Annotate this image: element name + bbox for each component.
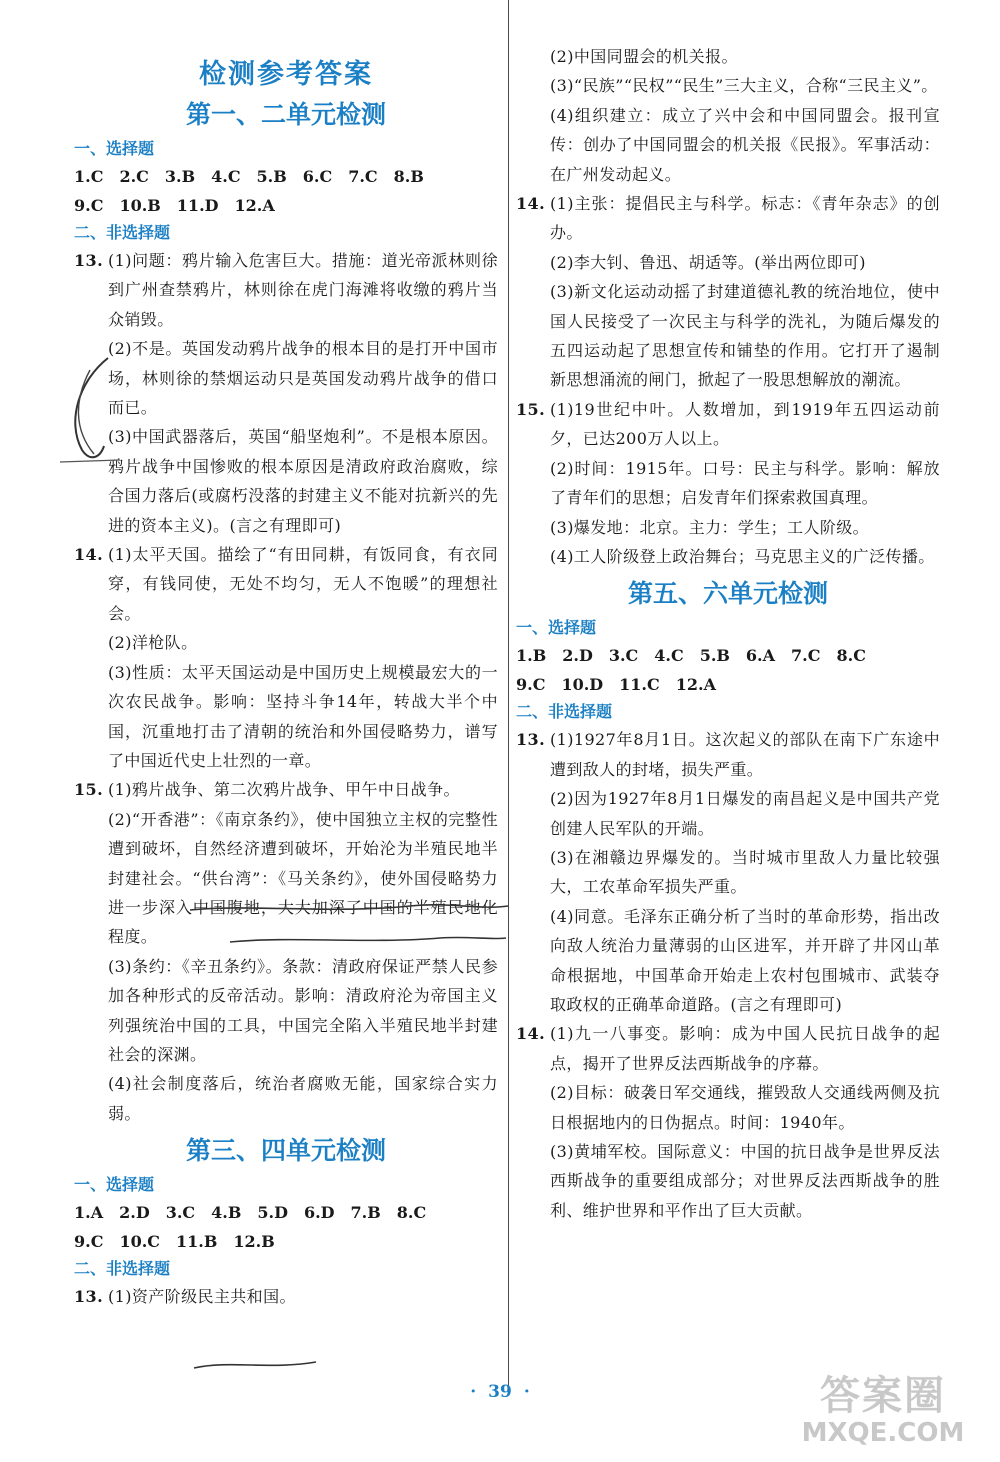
mc-answer: 9.C	[516, 675, 546, 695]
section-multiple-choice: 一、选择题	[74, 139, 155, 158]
answer-part: (1)九一八事变。影响：成为中国人民抗日战争的起点，揭开了世界反法西斯战争的序幕。	[550, 1024, 940, 1073]
mc-answers-row	[516, 670, 940, 699]
answer-part: (2)因为1927年8月1日爆发的南昌起义是中国共产党创建人民军队的开端。	[550, 789, 940, 838]
mc-answer: 8.B	[393, 167, 424, 186]
page-number: · 39 ·	[470, 1382, 530, 1402]
mc-answer: 12.B	[233, 1232, 275, 1252]
section-open-questions: 二、非选择题	[74, 223, 171, 242]
mc-answers-row	[516, 641, 940, 670]
question-14	[516, 189, 940, 395]
mc-answer: 4.B	[211, 1203, 242, 1223]
question-13	[516, 725, 940, 1019]
section-open-questions: 二、非选择题	[74, 1259, 171, 1279]
answer-part: (3)中国武器落后，英国“船坚炮利”。不是根本原因。鸦片战争中国惨败的根本原因是清政府政治腐败，综合国力落后(或腐朽没落的封建主义不能对抗新兴的先进的资本主义)。(言之有理即可)	[108, 427, 498, 535]
question-13	[74, 246, 498, 540]
unit-3-4-title: 第三、四单元检测	[185, 1136, 386, 1166]
mc-answer: 7.C	[791, 646, 821, 666]
mc-answer: 4.C	[211, 167, 241, 186]
question-number: 13.	[516, 730, 546, 750]
answer-part: (3)在湘赣边界爆发的。当时城市里敌人力量比较强大，工农革命军损失严重。	[550, 847, 940, 897]
unit-1-2-title: 第一、二单元检测	[185, 100, 386, 129]
question-number: 15.	[516, 399, 546, 419]
question-number: 13.	[74, 1287, 104, 1307]
mc-answer: 3.B	[164, 167, 196, 186]
mc-answer: 12.A	[234, 196, 275, 215]
section-open-questions: 二、非选择题	[516, 702, 613, 722]
section-multiple-choice: 一、选择题	[74, 1175, 155, 1195]
answer-part: (4)同意。毛泽东正确分析了当时的革命形势，指出改向敌人统治力量薄弱的山区进军，并开辟了井冈山革命根据地，中国革命开始走上农村包围城市、武装夺取政权的正确革命道路。(言之有理即可)	[550, 906, 940, 1014]
mc-answer: 10.B	[119, 196, 161, 215]
mc-answer: 5.D	[257, 1203, 288, 1223]
question-number: 14.	[516, 194, 546, 214]
page-number-value: 39	[488, 1382, 512, 1402]
mc-answer: 10.C	[119, 1232, 161, 1252]
mc-answer: 6.A	[745, 646, 776, 666]
mc-answer: 6.D	[303, 1203, 335, 1223]
watermark-logo: 答案圈	[820, 1373, 946, 1419]
question-number: 14.	[74, 545, 104, 565]
question-13	[74, 1282, 498, 1311]
answer-part: (2)洋枪队。	[108, 633, 198, 653]
mc-answers-row	[74, 1227, 498, 1256]
mc-answer: 8.C	[396, 1203, 427, 1223]
question-14	[74, 540, 498, 775]
left-column	[74, 0, 498, 1312]
mc-answer: 6.C	[302, 167, 333, 186]
section-multiple-choice: 一、选择题	[516, 618, 597, 638]
column-divider	[508, 0, 509, 1388]
mc-answer: 5.B	[699, 646, 730, 666]
site-watermark	[788, 1374, 978, 1452]
answer-part: (3)爆发地：北京。主力：学生；工人阶级。	[550, 517, 870, 537]
question-number: 14.	[516, 1024, 546, 1044]
mc-answer: 9.C	[74, 196, 104, 215]
question-15	[74, 775, 498, 1128]
question-14	[516, 1019, 940, 1225]
mc-answer: 9.C	[74, 1232, 104, 1252]
answer-part: (1)资产阶级民主共和国。	[108, 1287, 296, 1307]
mc-answer: 2.D	[119, 1203, 150, 1223]
mc-answer: 7.C	[348, 167, 378, 186]
question-number: 13.	[74, 251, 104, 270]
mc-answer: 2.C	[119, 167, 149, 186]
unit-5-6-title: 第五、六单元检测	[627, 579, 828, 609]
mc-answer: 8.C	[836, 646, 866, 666]
mc-answer: 12.A	[675, 675, 716, 695]
answer-part: (2)目标：破袭日军交通线，摧毁敌人交通线两侧及抗日根据地内的日伪据点。时间：1940年。	[550, 1083, 940, 1132]
answer-part: (1)太平天国。描绘了“有田同耕，有饭同食，有衣同穿，有钱同使，无处不均匀，无人不饱暖”的理想社会。	[108, 545, 498, 623]
mc-answer: 1.A	[74, 1203, 104, 1223]
mc-answer: 11.B	[176, 1232, 218, 1252]
answer-part: (1)主张：提倡民主与科学。标志：《青年杂志》的创办。	[550, 194, 940, 243]
page-title: 检测参考答案	[199, 59, 373, 90]
mc-answers-row	[74, 191, 498, 220]
answer-part: (4)工人阶级登上政治舞台；马克思主义的广泛传播。	[550, 546, 935, 566]
mc-answer: 3.C	[608, 646, 639, 666]
mc-answer: 1.B	[516, 646, 547, 666]
mc-answer: 7.B	[350, 1203, 381, 1223]
mc-answer: 5.B	[256, 167, 287, 186]
question-15	[516, 395, 940, 571]
mc-answer: 1.C	[74, 167, 104, 186]
answer-part: (2)“开香港”：《南京条约》，使中国独立主权的完整性遭到破坏，自然经济遭到破坏，开始沦为半殖民地半封建社会。“供台湾”：《马关条约》，使外国侵略势力进一步深入中国腹地，大大加深了中国的半殖民地化程度。	[108, 809, 498, 947]
watermark-url: MXQE.COM	[801, 1418, 965, 1448]
answer-part: (2)李大钊、鲁迅、胡适等。(举出两位即可)	[550, 252, 866, 272]
right-column	[516, 0, 940, 1225]
mc-answers-row	[74, 162, 498, 191]
answer-part: (3)“民族”“民权”“民生”三大主义，合称“三民主义”。	[550, 76, 938, 96]
answer-part: (1)问题：鸦片输入危害巨大。措施：道光帝派林则徐到广州查禁鸦片，林则徐在虎门海滩将收缴的鸦片当众销毁。	[108, 251, 498, 329]
answer-part: (4)组织建立：成立了兴中会和中国同盟会。报刊宣传：创办了中国同盟会的机关报《民报》。军事活动：在广州发动起义。	[550, 105, 940, 184]
answer-part: (1)鸦片战争、第二次鸦片战争、甲午中日战争。	[108, 780, 460, 800]
answer-part: (1)19世纪中叶。人数增加，到1919年五四运动前夕，已达200万人以上。	[550, 399, 940, 449]
mc-answer: 4.C	[654, 646, 684, 666]
answer-part: (3)黄埔军校。国际意义：中国的抗日战争是世界反法西斯战争的重要组成部分；对世界反法西斯战争的胜利、维护世界和平作出了巨大贡献。	[550, 1142, 940, 1220]
answer-part: (3)条约：《辛丑条约》。条款：清政府保证严禁人民参加各种形式的反帝活动。影响：清政府沦为帝国主义列强统治中国的工具，中国完全陷入半殖民地半封建社会的深渊。	[108, 956, 498, 1064]
answer-part: (3)性质：太平天国运动是中国历史上规模最宏大的一次农民战争。影响：坚持斗争14年，转战大半个中国，沉重地打击了清朝的统治和外国侵略势力，谱写了中国近代史上壮烈的一章。	[108, 662, 498, 770]
answer-part: (2)时间：1915年。口号：民主与科学。影响：解放了青年们的思想；启发青年们探索救国真理。	[550, 458, 940, 508]
handwritten-scribble	[190, 1340, 320, 1380]
mc-answer: 11.C	[619, 675, 660, 695]
mc-answer: 3.C	[165, 1203, 196, 1223]
answer-part: (4)社会制度落后，统治者腐败无能，国家综合实力弱。	[108, 1074, 498, 1123]
answer-part: (1)1927年8月1日。这次起义的部队在南下广东途中遭到敌人的封堵，损失严重。	[550, 730, 940, 779]
answer-part: (3)新文化运动动摇了封建道德礼教的统治地位，使中国人民接受了一次民主与科学的洗礼，为随后爆发的五四运动起了思想宣传和铺垫的作用。它打开了遏制新思想涌流的闸门，掀起了一股思想解放的潮流。	[550, 282, 940, 390]
question-number: 15.	[74, 780, 104, 800]
question-13-continued	[516, 42, 940, 189]
mc-answer: 10.D	[561, 675, 604, 695]
answer-part: (2)不是。英国发动鸦片战争的根本目的是打开中国市场，林则徐的禁烟运动只是英国发动鸦片战争的借口而已。	[108, 339, 498, 418]
answer-part: (2)中国同盟会的机关报。	[550, 47, 738, 66]
mc-answer: 2.D	[562, 646, 593, 666]
mc-answer: 11.D	[176, 196, 219, 215]
mc-answers-row	[74, 1198, 498, 1227]
